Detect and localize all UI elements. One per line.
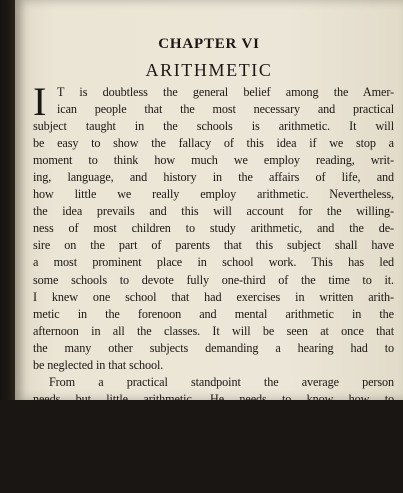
text-line: T is doubtless the general belief among the Amer- [57,85,394,99]
chapter-number: CHAPTER VI [158,36,260,52]
text-line: ness of most children to study arithmetic, and the de- [33,221,394,236]
text-line: etc. A great deal found in our arithmetics might well [33,460,394,475]
text-line: moment to think how much we employ reading, writ- [33,153,394,168]
text-line: needs but little arithmetic. He needs to know how to [33,391,394,406]
chapter-title: ARITHMETIC [145,60,273,80]
text-line: the idea prevails and this will account for the willing- [33,204,394,219]
text-line: sire on the part of parents that this subject shall have [33,238,394,253]
text-line: how little we really employ arithmetic. Nevertheless, [33,187,394,202]
text-line: afternoon in all the classes. It will be seen at once that [33,323,394,338]
text-line: the many other subjects demanding a hearing had to [33,340,394,355]
text-line: be neglected in that school. [33,357,164,372]
text-line: be easy to show the fallacy of this idea if we stop a [33,136,394,151]
text-line: fractions, compound numbers, and decimals, and how [33,425,394,440]
text-line: subject taught in the schools is arithmetic. It will [33,119,394,134]
text-line: metic in the forenoon and mental arithmetic in the [33,306,394,321]
page [15,0,403,492]
text-line: be eliminated if one considers what is needed in life or [33,477,394,492]
text-line: I knew one school that had exercises in written arith- [33,289,394,304]
text-line: From a practical standpoint the average person [49,374,394,389]
text-line: ing, language, and history in the affairs of life, and [33,170,394,185]
drop-cap: I [33,79,47,124]
text-line: add, subtract, multiply, and divide, a knowledge of [33,408,394,423]
text-line: to apply decimals in percentage, computing interest, [33,442,394,457]
text-line: a most prominent place in school work. This has led [33,255,394,270]
text-line: some schools to devote fully one-third of the time to it. [33,272,394,287]
text-line: ican people that the most necessary and practical [57,102,394,117]
body-text [33,79,394,493]
